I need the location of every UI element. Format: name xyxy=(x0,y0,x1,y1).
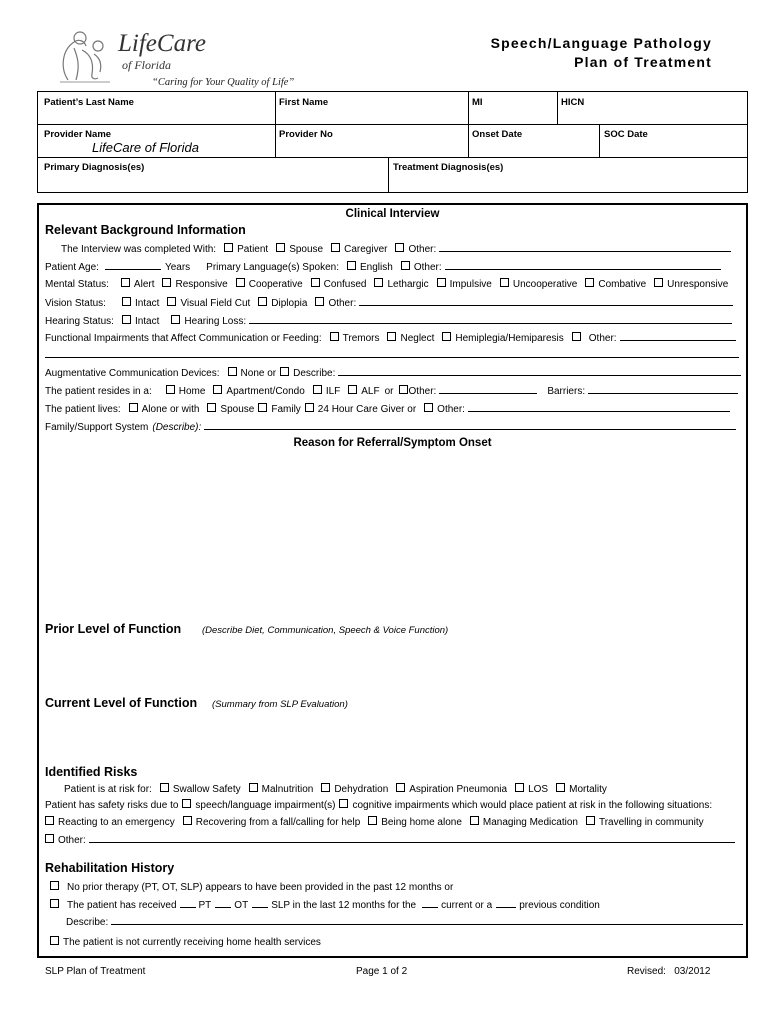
situations-row: Reacting to an emergency Recovering from a fall/calling for help Being home alone Managing Medication Travelling in community xyxy=(45,816,704,828)
language-other-line[interactable] xyxy=(445,260,721,270)
home-alone-checkbox[interactable] xyxy=(368,816,377,825)
mental-status-row: Mental Status: Alert Responsive Cooperative Confused Lethargic Impulsive Uncooperative Combative Unresponsive xyxy=(45,279,729,290)
resides-other-checkbox[interactable] xyxy=(399,385,408,394)
aug-none-checkbox[interactable] xyxy=(228,367,237,376)
impulsive-checkbox[interactable] xyxy=(437,278,446,287)
footer-form-name: SLP Plan of Treatment xyxy=(45,966,146,977)
age-line[interactable] xyxy=(105,260,161,270)
provider-name-field[interactable]: Provider Name xyxy=(44,129,112,140)
received-row: The patient has received PT OT SLP in the last 12 months for the current or a previous condition xyxy=(50,898,600,911)
risk-row: Patient is at risk for: Swallow Safety Malnutrition Dehydration Aspiration Pneumonia LOS Mortality xyxy=(64,784,607,795)
provider-name-value: LifeCare of Florida xyxy=(92,140,199,155)
received-therapy-checkbox[interactable] xyxy=(50,899,59,908)
lethargic-checkbox[interactable] xyxy=(374,278,383,287)
diplopia-checkbox[interactable] xyxy=(258,297,267,306)
barriers-line[interactable] xyxy=(588,384,738,394)
alert-checkbox[interactable] xyxy=(121,278,130,287)
current-level-heading: Current Level of Function xyxy=(45,696,198,710)
first-name-field[interactable]: First Name xyxy=(279,97,329,108)
referral-heading: Reason for Referral/Symptom Onset xyxy=(293,437,492,449)
background-heading: Relevant Background Information xyxy=(45,223,246,237)
hearing-loss-line[interactable] xyxy=(249,314,732,324)
fall-checkbox[interactable] xyxy=(183,816,192,825)
pt-line[interactable] xyxy=(180,898,196,908)
family-checkbox[interactable] xyxy=(258,403,267,412)
alf-checkbox[interactable] xyxy=(348,385,357,394)
safety-risks-row: Patient has safety risks due to speech/language impairment(s) cognitive impairments which would place patient at risk in the following situations: xyxy=(45,800,713,811)
functional-impairments-row: Functional Impairments that Affect Communication or Feeding: Tremors Neglect Hemiplegia/Hemiparesis Other: xyxy=(45,331,736,344)
patient-checkbox[interactable] xyxy=(224,243,233,252)
provider-no-field[interactable]: Provider No xyxy=(279,129,333,140)
no-prior-therapy-checkbox[interactable] xyxy=(50,881,59,890)
lives-row: The patient lives: Alone or with Spouse Family 24 Hour Care Giver or Other: xyxy=(45,402,730,415)
footer-revised-date: Revised: 03/2012 xyxy=(627,966,711,977)
alone-checkbox[interactable] xyxy=(129,403,138,412)
not-receiving-row: The patient is not currently receiving home health services xyxy=(50,936,321,948)
medication-checkbox[interactable] xyxy=(470,816,479,825)
logo-name: LifeCare xyxy=(118,30,206,57)
hearing-intact-checkbox[interactable] xyxy=(122,315,131,324)
uncooperative-checkbox[interactable] xyxy=(500,278,509,287)
spouse-checkbox[interactable] xyxy=(276,243,285,252)
logo-figure-icon xyxy=(50,28,118,84)
lives-other-checkbox[interactable] xyxy=(424,403,433,412)
ilf-checkbox[interactable] xyxy=(313,385,322,394)
other-language-checkbox[interactable] xyxy=(401,261,410,270)
prior-level-note: (Describe Diet, Communication, Speech & Voice Function) xyxy=(202,625,449,636)
not-receiving-checkbox[interactable] xyxy=(50,936,59,945)
hearing-loss-checkbox[interactable] xyxy=(171,315,180,324)
lives-other-line[interactable] xyxy=(468,402,730,412)
tremors-checkbox[interactable] xyxy=(330,332,339,341)
other-interview-checkbox[interactable] xyxy=(395,243,404,252)
aug-describe-line[interactable] xyxy=(338,366,741,376)
cooperative-checkbox[interactable] xyxy=(236,278,245,287)
confused-checkbox[interactable] xyxy=(311,278,320,287)
functional-continuation-line[interactable] xyxy=(45,357,739,358)
risks-other-line[interactable] xyxy=(89,833,735,843)
risks-other-checkbox[interactable] xyxy=(45,834,54,843)
hemiplegia-checkbox[interactable] xyxy=(442,332,451,341)
previous-condition-line[interactable] xyxy=(496,898,516,908)
apartment-checkbox[interactable] xyxy=(213,385,222,394)
current-condition-line[interactable] xyxy=(422,898,438,908)
vision-status-row: Vision Status: Intact Visual Field Cut Diplopia Other: xyxy=(45,296,733,309)
treatment-diagnosis-field[interactable]: Treatment Diagnosis(es) xyxy=(393,162,504,173)
logo-subtitle: of Florida xyxy=(122,58,172,72)
vision-other-checkbox[interactable] xyxy=(315,297,324,306)
mi-field[interactable]: MI xyxy=(472,97,483,108)
dehydration-checkbox[interactable] xyxy=(321,783,330,792)
patient-info-table xyxy=(37,91,748,193)
soc-date-field[interactable]: SOC Date xyxy=(604,129,648,140)
los-checkbox[interactable] xyxy=(515,783,524,792)
malnutrition-checkbox[interactable] xyxy=(249,783,258,792)
vision-intact-checkbox[interactable] xyxy=(122,297,131,306)
no-prior-row: No prior therapy (PT, OT, SLP) appears to have been provided in the past 12 months or xyxy=(50,881,453,893)
family-support-row: Family/Support System (Describe): xyxy=(45,420,736,433)
resides-row: The patient resides in a: Home Apartment/Condo ILF ALF or Other: Barriers: xyxy=(45,384,738,397)
rehab-history-heading: Rehabilitation History xyxy=(45,861,175,875)
mortality-checkbox[interactable] xyxy=(556,783,565,792)
augmentative-row: Augmentative Communication Devices: None or Describe: xyxy=(45,366,741,379)
onset-date-field[interactable]: Onset Date xyxy=(472,129,523,140)
interview-other-line[interactable] xyxy=(439,242,731,252)
caregiver-24h-checkbox[interactable] xyxy=(305,403,314,412)
risks-other-row: Other: xyxy=(45,833,735,846)
aug-describe-checkbox[interactable] xyxy=(280,367,289,376)
responsive-checkbox[interactable] xyxy=(162,278,171,287)
hicn-field[interactable]: HICN xyxy=(561,97,585,108)
ot-line[interactable] xyxy=(215,898,231,908)
slp-line[interactable] xyxy=(252,898,268,908)
visual-field-cut-checkbox[interactable] xyxy=(167,297,176,306)
unresponsive-checkbox[interactable] xyxy=(654,278,663,287)
form-title-line2: Plan of Treatment xyxy=(574,54,712,70)
resides-other-line[interactable] xyxy=(439,384,537,394)
age-row: Patient Age: Years Primary Language(s) Spoken: English Other: xyxy=(45,260,721,273)
prior-level-heading: Prior Level of Function xyxy=(45,622,182,636)
combative-checkbox[interactable] xyxy=(585,278,594,287)
home-checkbox[interactable] xyxy=(166,385,175,394)
footer-page-number: Page 1 of 2 xyxy=(356,966,408,977)
family-support-line[interactable] xyxy=(204,420,736,430)
interview-row: The Interview was completed With: Patient Spouse Caregiver Other: xyxy=(61,242,731,255)
functional-other-checkbox[interactable] xyxy=(572,332,581,341)
logo-tagline: “Caring for Your Quality of Life” xyxy=(152,77,295,88)
lives-spouse-checkbox[interactable] xyxy=(207,403,216,412)
aspiration-pneumonia-checkbox[interactable] xyxy=(396,783,405,792)
swallow-safety-checkbox[interactable] xyxy=(160,783,169,792)
current-level-note: (Summary from SLP Evaluation) xyxy=(212,699,348,710)
neglect-checkbox[interactable] xyxy=(387,332,396,341)
functional-other-line[interactable] xyxy=(620,331,736,341)
identified-risks-heading: Identified Risks xyxy=(45,765,138,779)
describe-row: Describe: xyxy=(66,915,743,928)
cognitive-impairment-checkbox[interactable] xyxy=(339,799,348,808)
rehab-describe-line[interactable] xyxy=(111,915,743,925)
emergency-checkbox[interactable] xyxy=(45,816,54,825)
patient-last-name-field[interactable]: Patient’s Last Name xyxy=(44,97,134,108)
primary-diagnosis-field[interactable]: Primary Diagnosis(es) xyxy=(44,162,145,173)
speech-impairment-checkbox[interactable] xyxy=(182,799,191,808)
prior-level-text-area[interactable] xyxy=(45,640,739,690)
clinical-interview-heading: Clinical Interview xyxy=(345,208,440,220)
hearing-status-row: Hearing Status: Intact Hearing Loss: xyxy=(45,314,732,327)
caregiver-checkbox[interactable] xyxy=(331,243,340,252)
vision-other-line[interactable] xyxy=(359,296,733,306)
current-level-text-area[interactable] xyxy=(45,714,739,762)
travelling-checkbox[interactable] xyxy=(586,816,595,825)
referral-text-area[interactable] xyxy=(45,455,739,615)
form-title-line1: Speech/Language Pathology xyxy=(490,35,712,51)
english-checkbox[interactable] xyxy=(347,261,356,270)
